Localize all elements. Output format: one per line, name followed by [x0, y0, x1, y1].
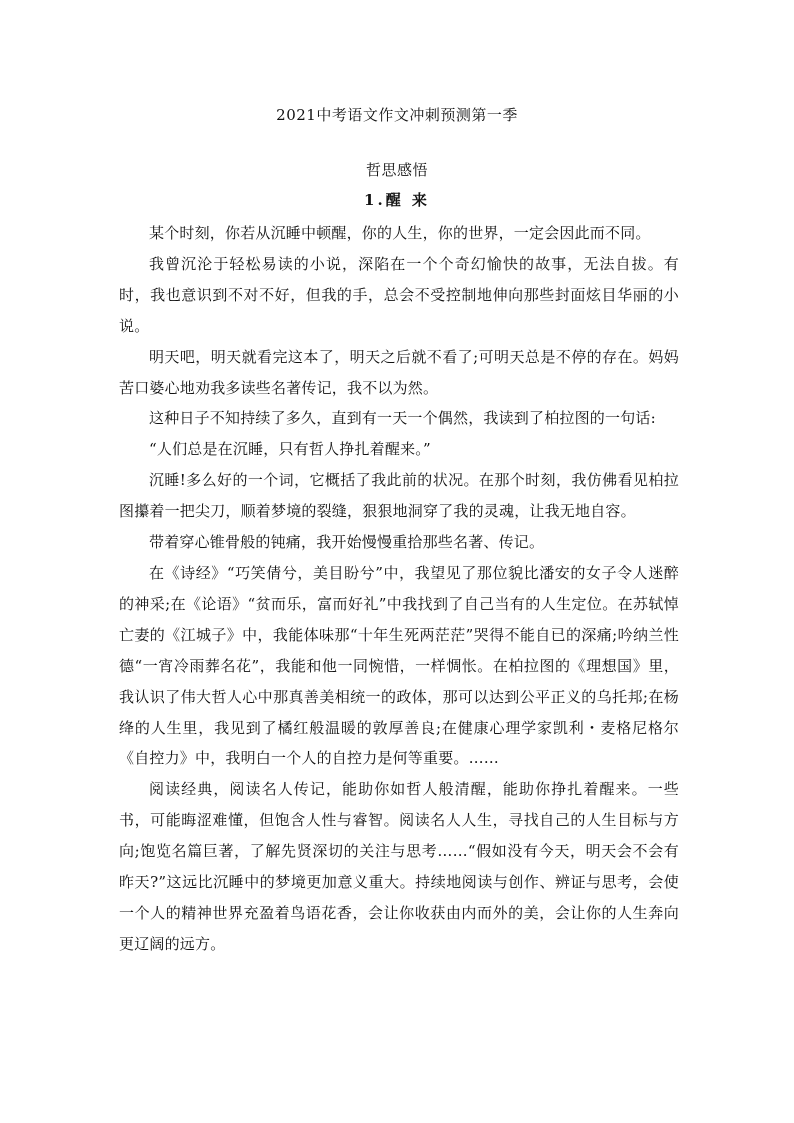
paragraph-7: 在《诗经》“巧笑倩兮，美目盼兮”中，我望见了那位貌比潘安的女子令人迷醉的神采;在《论语》“贫而乐，富而好礼”中我找到了自己当有的人生定位。在苏轼悼亡妻的《江城子》中，我能体味那“十年生死两茫茫”哭得不能自已的深痛;吟纳兰性德“一宵冷雨葬名花”，我能和他一同惋惜，一样惆怅。在柏拉图的《理想国》里，我认识了伟大哲人心中那真善美相统一的政体，那可以达到公平正义的乌托邦;在杨绛的人生里，我见到了橘红般温暖的敦厚善良;在健康心理学家凯利・麦格尼格尔《自控力》中，我明白一个人的自控力是何等重要。…… [119, 563, 679, 768]
paragraph-3: 明天吧，明天就看完这本了，明天之后就不看了;可明天总是不停的存在。妈妈苦口婆心地劝我多读些名著传记，我不以为然。 [119, 347, 679, 397]
paragraph-8: 阅读经典，阅读名人传记，能助你如哲人般清醒，能助你挣扎着醒来。一些书，可能晦涩难懂，但饱含人性与睿智。阅读名人人生，寻找自己的人生目标与方向;饱览名篇巨著，了解先贤深切的关注与思考……“假如没有今天，明天会不会有昨天?”这远比沉睡中的梦境更加意义重大。持续地阅读与创作、辨证与思考，会使一个人的精神世界充盈着鸟语花香，会让你收获由内而外的美，会让你的人生奔向更辽阔的远方。 [119, 780, 679, 953]
essay-body [119, 218, 679, 960]
paragraph-6: 带着穿心锥骨般的钝痛，我开始慢慢重拾那些名著、传记。 [149, 533, 545, 552]
essay-title: 1.醒 来 [364, 191, 430, 209]
document-title: 2021中考语文作文冲刺预测第一季 [276, 106, 518, 124]
paragraph-2: 我曾沉沦于轻松易读的小说，深陷在一个个奇幻愉快的故事，无法自拔。有时，我也意识到不对不好，但我的手，总会不受控制地伸向那些封面炫目华丽的小说。 [119, 254, 679, 335]
paragraph-5: 沉睡!多么好的一个词，它概括了我此前的状况。在那个时刻，我仿佛看见柏拉图攥着一把尖刀，顺着梦境的裂缝，狠狠地洞穿了我的灵魂，让我无地自容。 [119, 471, 679, 521]
paragraph-1: 某个时刻，你若从沉睡中顿醒，你的人生，你的世界，一定会因此而不同。 [149, 224, 651, 242]
paragraph-4: 这种日子不知持续了多久，直到有一天一个偶然，我读到了柏拉图的一句话: [149, 409, 656, 428]
quote-paragraph: “人们总是在沉睡，只有哲人挣扎着醒来。” [149, 440, 431, 459]
section-heading: 哲思感悟 [365, 161, 428, 179]
